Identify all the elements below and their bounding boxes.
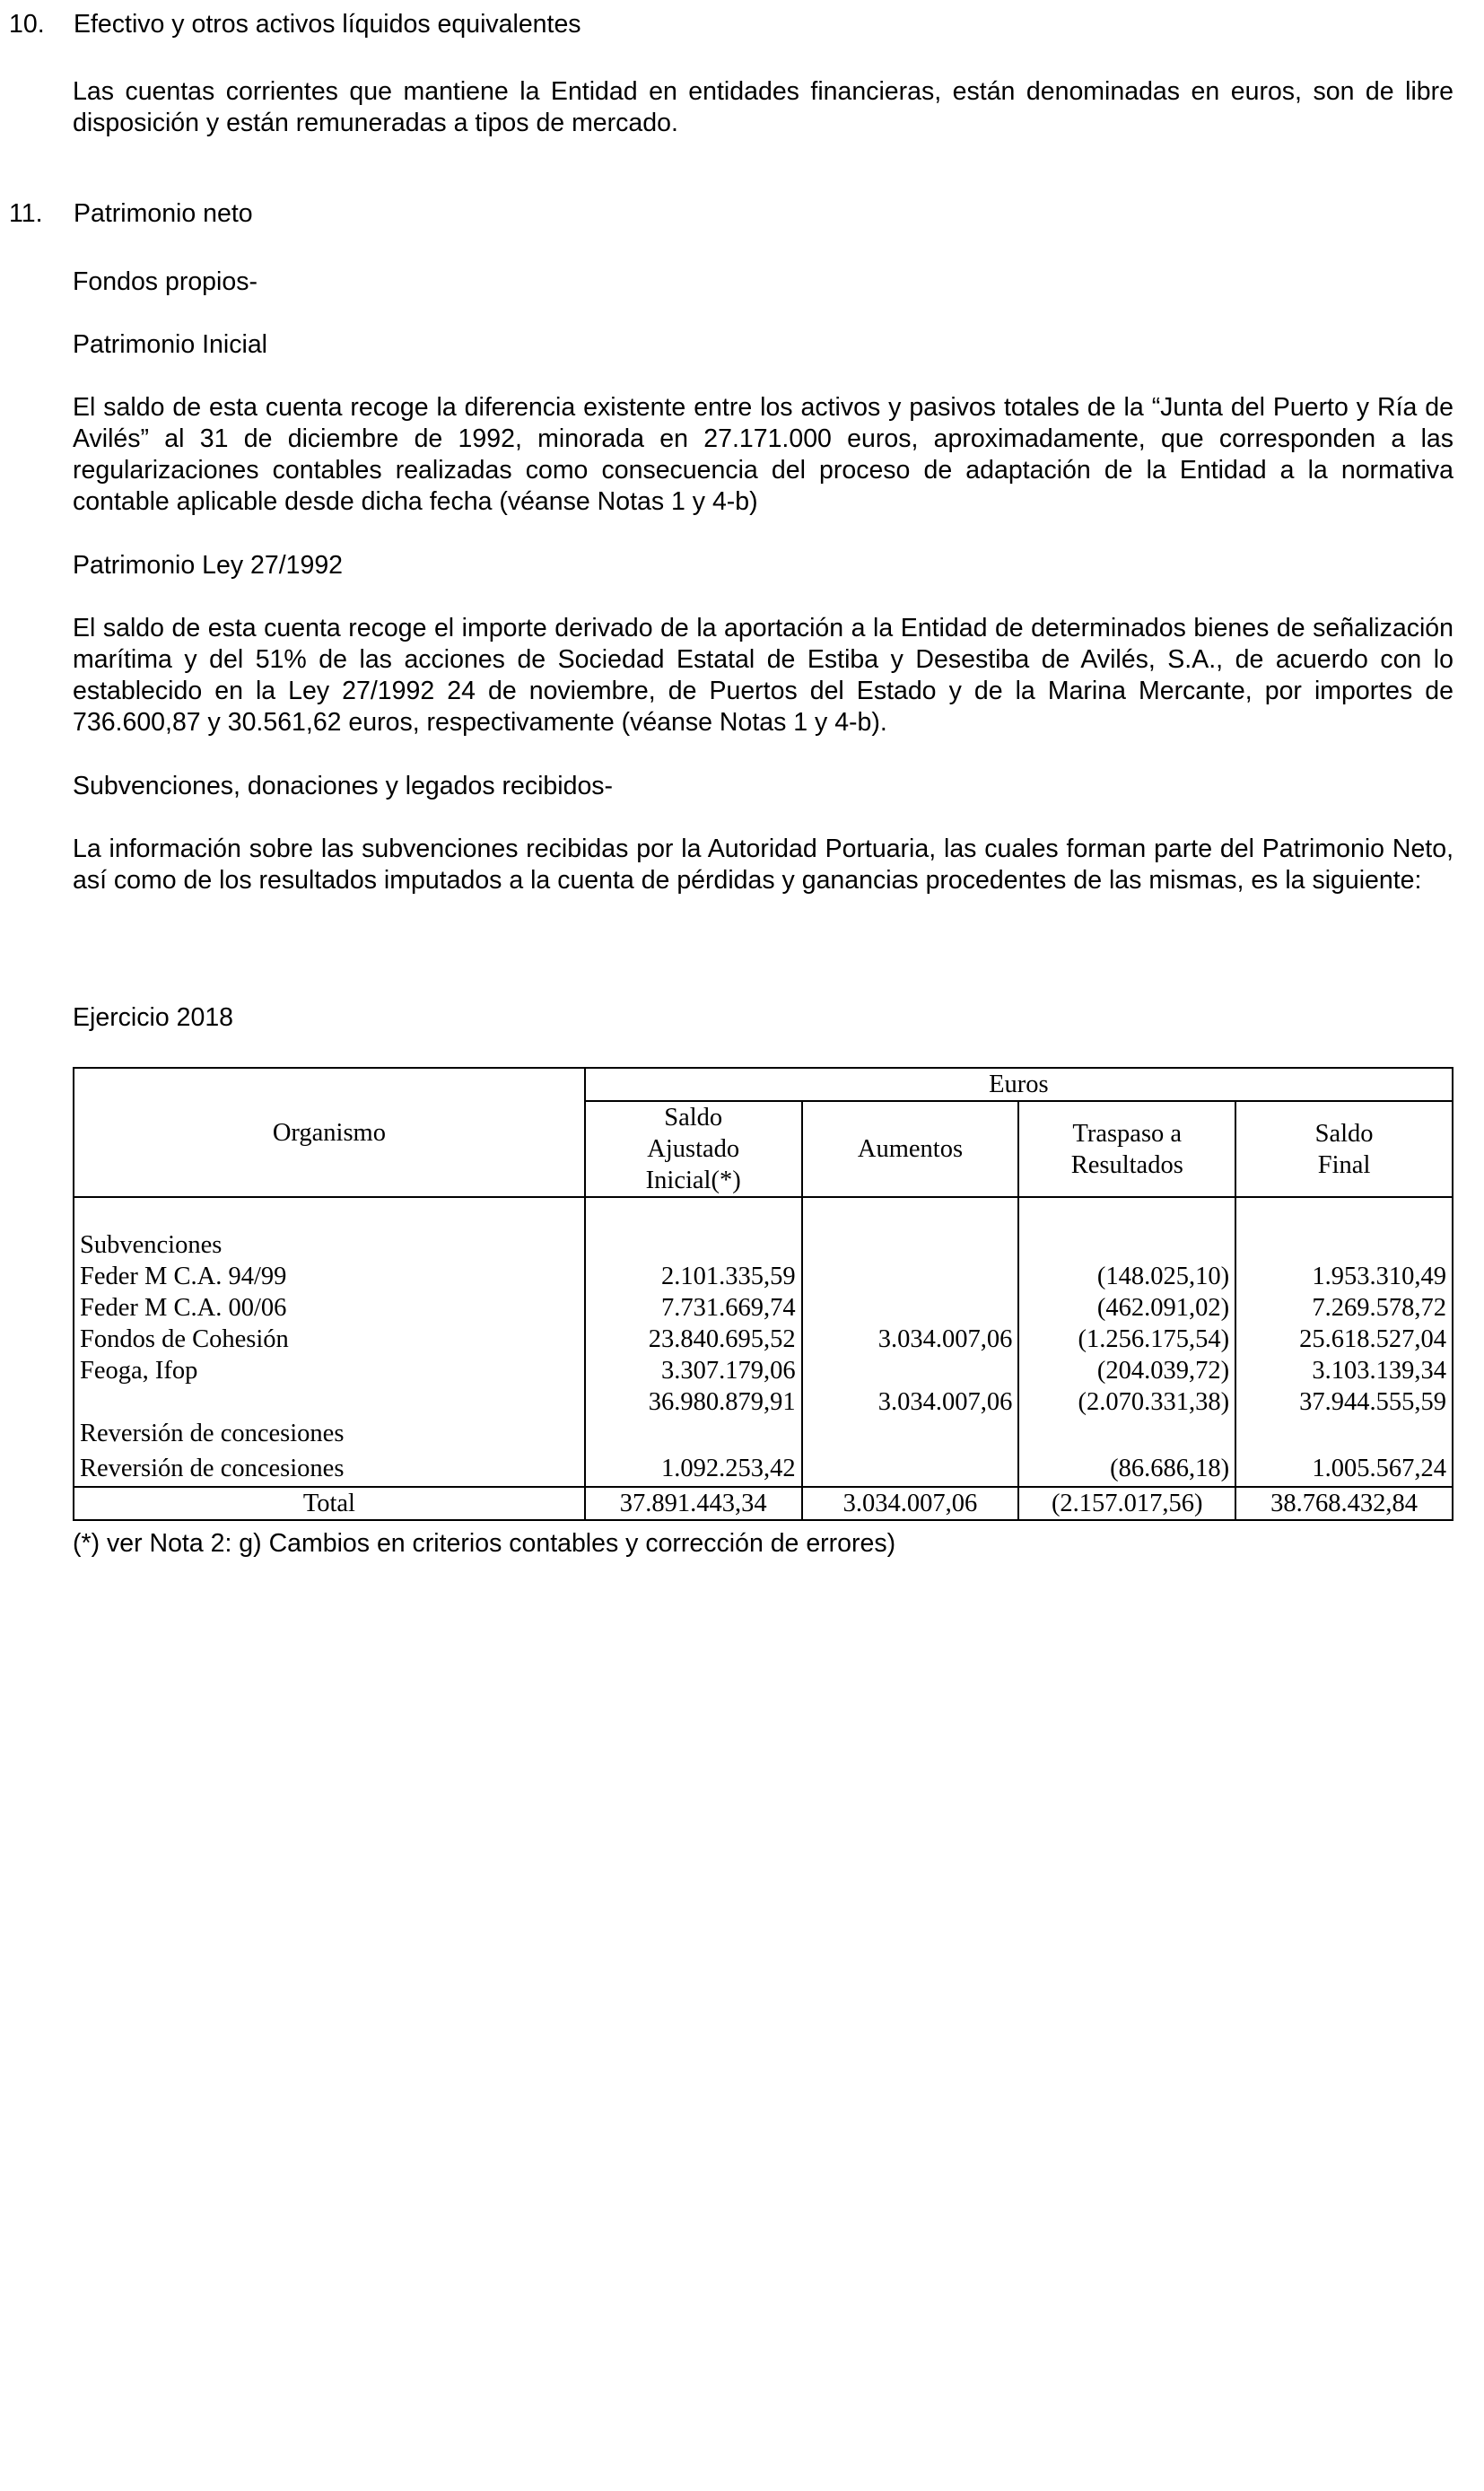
subvenciones-table: [73, 1067, 1453, 1521]
patrimonio-ley-heading: Patrimonio Ley 27/1992: [73, 551, 344, 580]
subtotal-row: 36.980.879,91 3.034.007,06 (2.070.331,38) 37.944.555,59: [74, 1386, 1453, 1418]
section-10-number: 10.: [9, 10, 45, 39]
ejercicio-label: Ejercicio 2018: [73, 1003, 234, 1032]
section-11-heading: [9, 198, 253, 230]
patrimonio-ley-paragraph: El saldo de esta cuenta recoge el importe derivado de la aportación a la Entidad de determinados bienes de señalización marítima y del 51% de las acciones de Sociedad Estatal de Estiba y Desestiba de Avilés, S.A., de acuerdo con lo establecido en la Ley 27/1992 24 de noviembre, de Puertos del Estado y de la Marina Mercante, por importes de 736.600,87 y 30.561,62 euros, respectivamente (véanse Notas 1 y 4-b).: [73, 614, 1453, 737]
group-label-row: [74, 1418, 1453, 1449]
group-label-subvenciones: Subvenciones: [74, 1229, 585, 1261]
table-row: Fondos de Cohesión 23.840.695,52 3.034.007,06 (1.256.175,54) 25.618.527,04: [74, 1324, 1453, 1355]
section-10-title: Efectivo y otros activos líquidos equivalentes: [74, 10, 581, 39]
table-footnote: (*) ver Nota 2: g) Cambios en criterios contables y corrección de errores): [73, 1529, 896, 1558]
header-saldo-inicial: Saldo Ajustado Inicial(*): [585, 1101, 802, 1197]
total-row: Total 37.891.443,34 3.034.007,06 (2.157.017,56) 38.768.432,84: [74, 1487, 1453, 1520]
total-label: Total: [74, 1487, 585, 1520]
header-saldo-final: Saldo Final: [1235, 1101, 1453, 1197]
header-euros: Euros: [585, 1068, 1453, 1101]
patrimonio-inicial-heading: Patrimonio Inicial: [73, 330, 268, 359]
patrimonio-inicial-paragraph: El saldo de esta cuenta recoge la diferencia existente entre los activos y pasivos totales de la “Junta del Puerto y Ría de Avilés” al 31 de diciembre de 1992, minorada en 27.171.000 euros, aproximadamente, que corresponden a las regularizaciones contables realizadas como consecuencia del proceso de adaptación de la Entidad a la normativa contable aplicable desde dicha fecha (véanse Notas 1 y 4-b): [73, 393, 1453, 516]
table-row: Feder M C.A. 94/99 2.101.335,59 (148.025,10) 1.953.310,49: [74, 1261, 1453, 1292]
table-row: Feder M C.A. 00/06 7.731.669,74 (462.091,02) 7.269.578,72: [74, 1292, 1453, 1324]
table-row: Feoga, Ifop 3.307.179,06 (204.039,72) 3.103.139,34: [74, 1355, 1453, 1386]
table-row: Reversión de concesiones 1.092.253,42 (86.686,18) 1.005.567,24: [74, 1449, 1453, 1487]
fondos-propios-heading: Fondos propios-: [73, 267, 258, 296]
section-10-paragraph: Las cuentas corrientes que mantiene la Entidad en entidades financieras, están denominadas en euros, son de libre disposición y están remuneradas a tipos de mercado.: [73, 77, 1453, 137]
section-10-heading: [9, 9, 581, 40]
group-label-row: [74, 1229, 1453, 1261]
section-11-number: 11.: [9, 199, 43, 228]
section-11-title: Patrimonio neto: [74, 199, 253, 228]
table-spacer-row: [74, 1197, 1453, 1229]
header-aumentos: Aumentos: [802, 1101, 1019, 1197]
header-traspaso: Traspaso a Resultados: [1018, 1101, 1235, 1197]
subvenciones-heading: Subvenciones, donaciones y legados recibidos-: [73, 772, 614, 800]
header-organismo: Organismo: [74, 1068, 585, 1197]
subvenciones-paragraph: La información sobre las subvenciones recibidas por la Autoridad Portuaria, las cuales forman parte del Patrimonio Neto, así como de los resultados imputados a la cuenta de pérdidas y ganancias procedentes de las mismas, es la siguiente:: [73, 835, 1453, 895]
group-label-reversion: Reversión de concesiones: [74, 1418, 585, 1449]
